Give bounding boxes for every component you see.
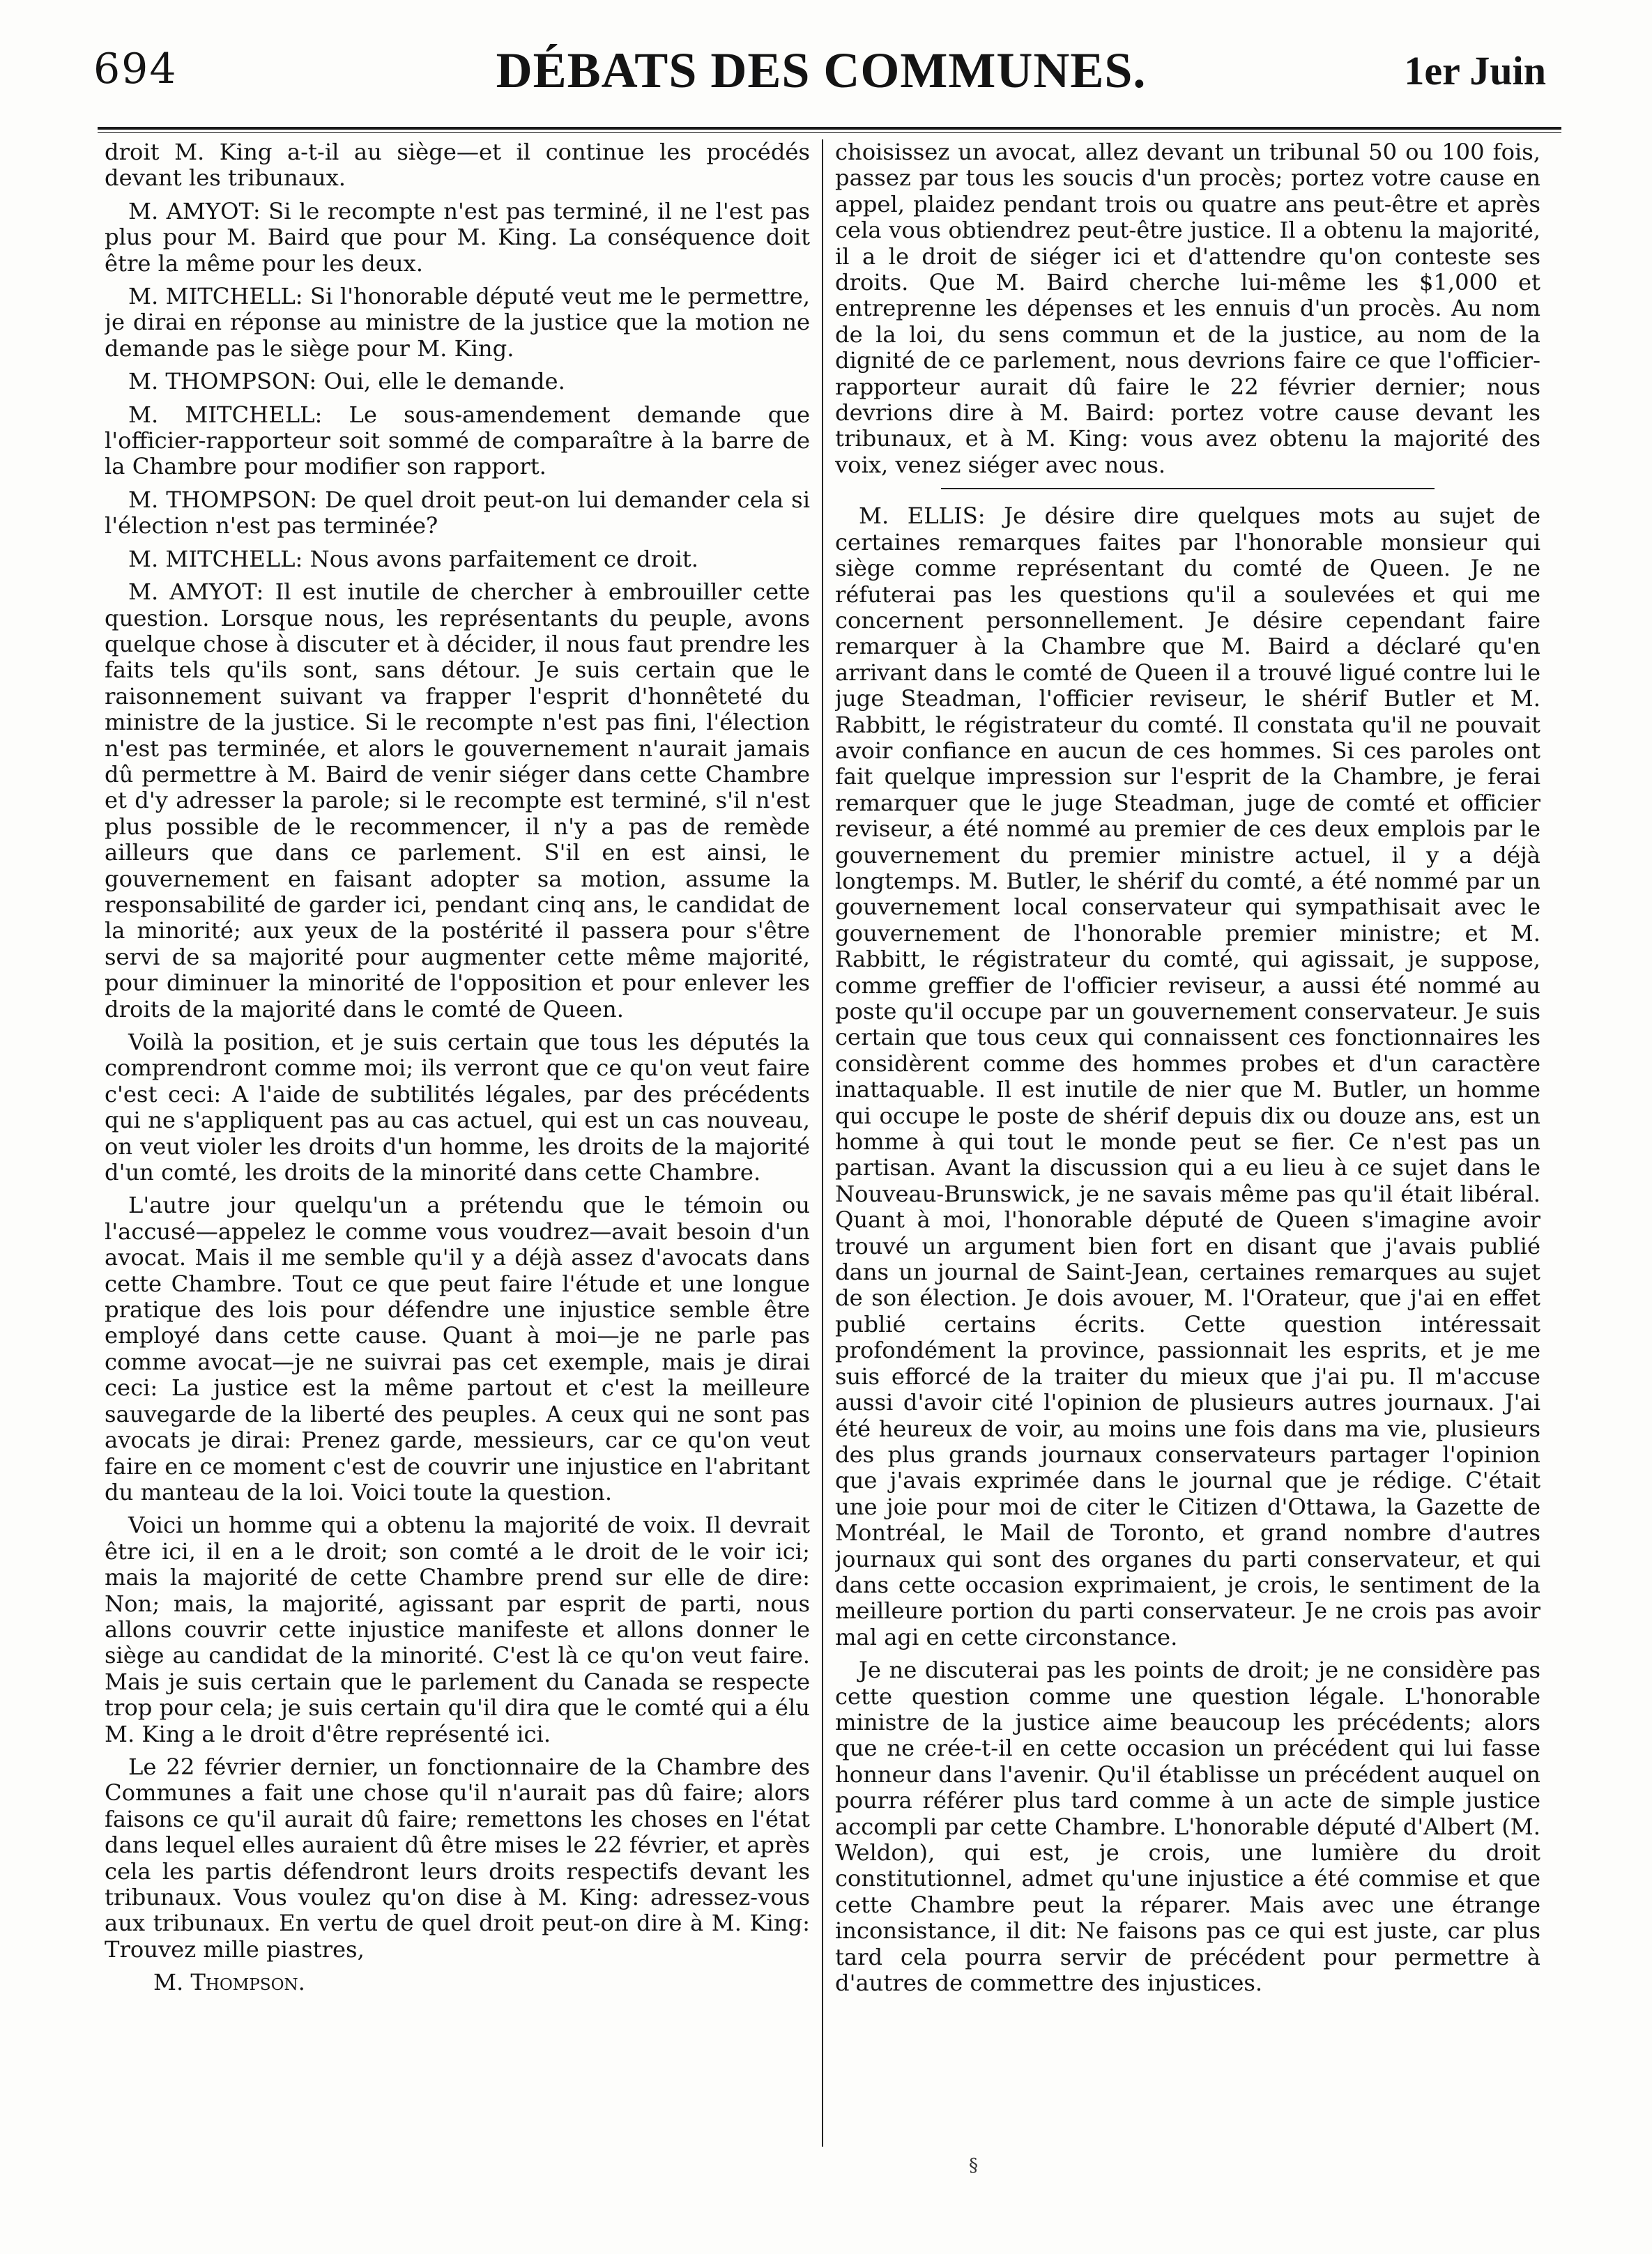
speaker-signature: M. Thompson. xyxy=(153,1969,305,1996)
right-column xyxy=(835,139,1540,2161)
paragraph: M. MITCHELL: Si l'honorable député veut me le permettre, je dirai en réponse au ministre de la justice que la motion ne demande pas le siège pour M. King. xyxy=(105,283,810,362)
paragraph: M. ELLIS: Je désire dire quelques mots au sujet de certaines remarques faites par l'honorable monsieur qui siège comme représentant du comté de Queen. Je ne réfuterai pas les questions qu'il a soulevées et qui me concernent personnellement. Je désire cependant faire remarquer à la Chambre que M. Baird a déclaré qu'en arrivant dans le comté de Queen il a trouvé ligué contre lui le juge Steadman, l'officier reviseur, le shérif Butler et M. Rabbitt, le régistrateur du comté. Il constata qu'il ne pouvait avoir confiance en aucun de ces hommes. Si ces paroles ont fait quelque impression sur l'esprit de la Chambre, je ferai remarquer que le juge Steadman, juge de comté et officier reviseur, a été nommé au premier de ces deux emplois par le gouvernement du premier ministre actuel, il y a déjà longtemps. M. Butler, le shérif du comté, a été nommé par un gouvernement local conservateur qui sympathisait avec le gouvernement de l'honorable premier ministre; et M. Rabbitt, le régistrateur du comté, qui agissait, je suppose, comme greffier de l'officier reviseur, a aussi été nommé au poste qu'il occupe par un gouvernement conservateur. Je suis certain que tous ceux qui connaissent ces fonctionnaires les considèrent comme des hommes probes et d'un caractère inattaquable. Il est inutile de nier que M. Butler, un homme qui occupe le poste de shérif depuis dix ou douze ans, est un homme à qui tout le monde peut se fier. Ce n'est pas un partisan. Avant la discussion qui a eu lieu à ce sujet dans le Nouveau-Brunswick, je ne savais même pas qu'il était libéral. Quant à moi, l'honorable député de Queen s'imagine avoir trouvé un argument bien fort en disant que j'avais publié dans un journal de Saint-Jean, certaines remarques au sujet de son élection. Je dois avouer, M. l'Orateur, que j'ai en effet publié certains écrits. Cette question intéressait profondément la province, passionnait les esprits, et je me suis efforcé de la traiter du mieux que j'ai pu. Il m'accuse aussi d'avoir cité l'opinion de plusieurs autres journaux. J'ai été heureux de voir, au moins une fois dans ma vie, plusieurs des plus grands journaux conservateurs partager l'opinion que j'avais exprimée dans le journal que je rédige. C'était une joie pour moi de citer le Citizen d'Ottawa, la Gazette de Montréal, le Mail de Toronto, et grand nombre d'autres journaux qui sont des organes du parti conservateur, et qui dans cette occasion exprimaient, je crois, le sentiment de la meilleure portion du parti conservateur. Je ne crois pas avoir mal agi en cette circonstance. xyxy=(835,503,1540,1650)
paragraph: M. MITCHELL: Le sous-amendement demande que l'officier-rapporteur soit sommé de comparaître à la barre de la Chambre pour modifier son rapport. xyxy=(105,401,810,480)
paragraph: M. THOMPSON: Oui, elle le demande. xyxy=(128,368,565,395)
paragraph: M. THOMPSON: De quel droit peut-on lui demander cela si l'élection n'est pas terminée? xyxy=(105,486,810,539)
paragraph: M. AMYOT: Il est inutile de chercher à embrouiller cette question. Lorsque nous, les représentants du peuple, avons quelque chose à discuter et à décider, il nous faut prendre les faits tels qu'ils sont, sans détour. Je suis certain que le raisonnement suivant va frapper l'esprit d'honnêteté du ministre de la justice. Si le recompte n'est pas fini, l'élection n'est pas terminée, et alors le gouvernement n'aurait jamais dû permettre à M. Baird de venir siéger dans cette Chambre et d'y adresser la parole; si le recompte est terminé, s'il n'est plus possible de le recommencer, il n'y a pas de remède ailleurs que dans ce parlement. S'il en est ainsi, le gouvernement en faisant adopter sa motion, assume la responsabilité de garder ici, pendant cinq ans, le candidat de la minorité; aux yeux de la postérité il passera pour s'être servi de sa majorité pour augmenter cette même majorité, pour diminuer la minorité de l'opposition et pour enlever les droits de la majorité dans le comté de Queen. xyxy=(105,578,810,1022)
paragraph: droit M. King a-t-il au siège—et il continue les procédés devant les tribunaux. xyxy=(105,139,810,192)
left-column xyxy=(105,139,810,2161)
page-header xyxy=(89,39,1553,109)
paragraph: M. MITCHELL: Nous avons parfaitement ce droit. xyxy=(128,545,698,572)
paragraph: Le 22 février dernier, un fonctionnaire de la Chambre des Communes a fait une chose qu'il n'aurait pas dû faire; alors faisons ce qu'il aurait dû faire; remettons les choses en l'état dans lequel elles auraient dû être mises le 22 février, et après cela les partis défendront leurs droits respectifs devant les tribunaux. Vous voulez qu'on dise à M. King: adressez-vous aux tribunaux. En vertu de quel droit peut-on dire à M. King: Trouvez mille piastres, xyxy=(105,1753,810,1963)
paragraph: Je ne discuterai pas les points de droit; je ne considère pas cette question comme une question légale. L'honorable ministre de la justice aime beaucoup les précédents; alors que ne crée-t-il en cette occasion un précédent qui lui fasse honneur dans l'avenir. Qu'il établisse un précédent auquel on pourra référer plus tard comme à un acte de simple justice accompli par cette Chambre. L'honorable député d'Albert (M. Weldon), qui est, je crois, une lumière du droit constitutionnel, admet qu'une injustice a été commise et que cette Chambre peut la réparer. Mais avec une étrange inconsistance, il dit: Ne faisons pas ce qui est juste, car plus tard cela pourra servir de précédent pour permettre à d'autres de commettre des injustices. xyxy=(835,1657,1540,1997)
paragraph: Voici un homme qui a obtenu la majorité de voix. Il devrait être ici, il en a le droit; son comté a le droit de le voir ici; mais la majorité de cette Chambre prend sur elle de dire: Non; mais, la majorité, agissant par esprit de parti, nous allons couvrir cette injustice manifeste et allons donner le siège au candidat de la minorité. C'est là ce qu'on veut faire. Mais je suis certain que le parlement du Canada se respecte trop pour cela; je suis certain qu'il dira que le comté qui a élu M. King a le droit d'être représenté ici. xyxy=(105,1512,810,1747)
paragraph: L'autre jour quelqu'un a prétendu que le témoin ou l'accusé—appelez le comme vous voudrez—avait besoin d'un avocat. Mais il me semble qu'il y a déjà assez d'avocats dans cette Chambre. Tout ce que peut faire l'étude et une longue pratique des lois pour défendre une injustice semble être employé dans cette cause. Quant à moi—je ne parle pas comme avocat—je ne suivrai pas cet exemple, mais je dirai ceci: La justice est la même partout et c'est la meilleure sauvegarde de la liberté des peuples. A ceux qui ne sont pas avocats je dirai: Prenez garde, messieurs, car ce qu'on veut faire en ce moment c'est de couvrir une injustice en l'abritant du manteau de la loi. Voici toute la question. xyxy=(105,1192,810,1505)
paragraph: Voilà la position, et je suis certain que tous les députés la comprendront comme moi; ils verront que ce qu'on veut faire c'est ceci: A l'aide de subtilités légales, par des précédents qui ne s'appliquent pas au cas actuel, qui est un cas nouveau, on veut violer les droits d'un homme, les droits de la majorité d'un comté, les droits de la minorité dans cette Chambre. xyxy=(105,1029,810,1186)
paragraph: choisissez un avocat, allez devant un tribunal 50 ou 100 fois, passez par tous les soucis d'un procès; portez votre cause en appel, plaidez pendant trois ou quatre ans peut-être et après cela vous obtiendrez peut-être justice. Il a obtenu la majorité, il a le droit de siéger ici et d'attendre qu'on conteste ses droits. Que M. Baird cherche lui-même les $1,000 et entreprenne les dépenses et les ennuis d'un procès. Au nom de la loi, du sens commun et de la justice, au nom de la dignité de ce parlement, nous devrions faire ce que l'officier-rapporteur aurait dû faire le 22 février dernier; nous devrions dire à M. Baird: portez votre cause devant les tribunaux, et à M. King: vous avez obtenu la majorité des voix, venez siéger avec nous. xyxy=(835,139,1540,478)
section-separator xyxy=(941,488,1435,489)
header-rule-thin xyxy=(98,132,1561,133)
publication-title: DÉBATS DES COMMUNES. xyxy=(496,43,1147,98)
paragraph: M. AMYOT: Si le recompte n'est pas terminé, il ne l'est pas plus pour M. Baird que pour M. King. La conséquence doit être la même pour les deux. xyxy=(105,197,810,277)
header-rule xyxy=(98,127,1561,130)
page-date: 1er Juin xyxy=(1404,48,1546,93)
printer-mark: § xyxy=(969,2155,978,2176)
column-divider xyxy=(822,139,823,2147)
page-number: 694 xyxy=(93,45,178,93)
